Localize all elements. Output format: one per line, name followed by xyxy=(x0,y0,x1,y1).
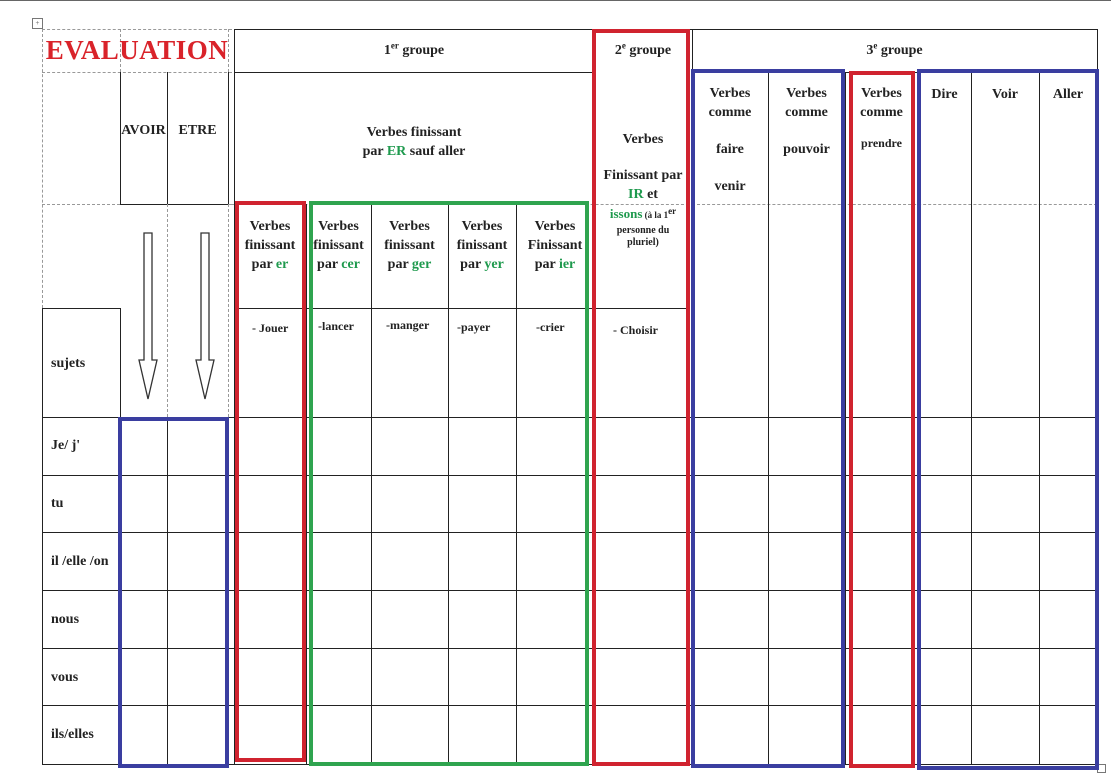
second-group-header: 2e groupe xyxy=(614,40,672,58)
col-header-er: Verbes finissant par er xyxy=(244,218,296,272)
subject-row-label: tu xyxy=(51,496,64,511)
col-header-cer: Verbes finissant par cer xyxy=(313,218,364,272)
example-jouer: - Jouer xyxy=(252,321,289,335)
col-header-prendre: Verbes comme prendre xyxy=(860,86,903,150)
top-border xyxy=(0,0,1111,1)
subject-row-label: il /elle /on xyxy=(51,554,109,569)
second-group-description: Verbes Finissant par IR et issons (à la 1er personne du pluriel) xyxy=(603,132,683,248)
down-arrow-icon xyxy=(195,232,215,402)
col-header-pouvoir: Verbes comme pouvoir xyxy=(783,86,830,157)
etre-header: ETRE xyxy=(178,122,217,138)
avoir-header: AVOIR xyxy=(121,122,166,138)
er-verbs-frame xyxy=(235,201,306,762)
evaluation-title: EVALUATION xyxy=(45,35,229,65)
auxiliaries-frame xyxy=(118,417,229,768)
subjects-header: sujets xyxy=(51,356,86,371)
down-arrow-icon xyxy=(138,232,158,402)
example-manger: -manger xyxy=(386,318,430,332)
subject-row-label: Je/ j' xyxy=(51,438,81,453)
col-header-voir: Voir xyxy=(992,86,1018,102)
subject-row-label: ils/elles xyxy=(51,727,94,742)
col-header-ger: Verbes finissant par ger xyxy=(384,218,435,272)
table-move-handle[interactable]: + xyxy=(32,18,43,29)
col-header-faire-venir: Verbes comme faire venir xyxy=(708,86,752,194)
example-payer: -payer xyxy=(457,320,491,334)
first-group-description: Verbes finissant par ER sauf aller xyxy=(362,125,466,159)
example-choisir: - Choisir xyxy=(613,323,658,337)
first-group-header: 1er groupe xyxy=(383,40,445,58)
subject-row-label: vous xyxy=(51,670,79,685)
example-lancer: -lancer xyxy=(318,319,354,333)
col-header-ier: Verbes Finissant par ier xyxy=(527,218,583,272)
prendre-frame xyxy=(849,71,915,768)
third-group-header: 3e groupe xyxy=(866,40,923,58)
col-header-yer: Verbes finissant par yer xyxy=(456,218,508,272)
col-header-aller: Aller xyxy=(1052,86,1084,102)
dire-voir-aller-frame xyxy=(917,69,1099,770)
table-resize-handle[interactable] xyxy=(1097,764,1106,773)
example-crier: -crier xyxy=(536,320,565,334)
subject-row-label: nous xyxy=(51,612,80,627)
col-header-dire: Dire xyxy=(931,86,958,102)
other-first-group-frame xyxy=(309,201,589,766)
